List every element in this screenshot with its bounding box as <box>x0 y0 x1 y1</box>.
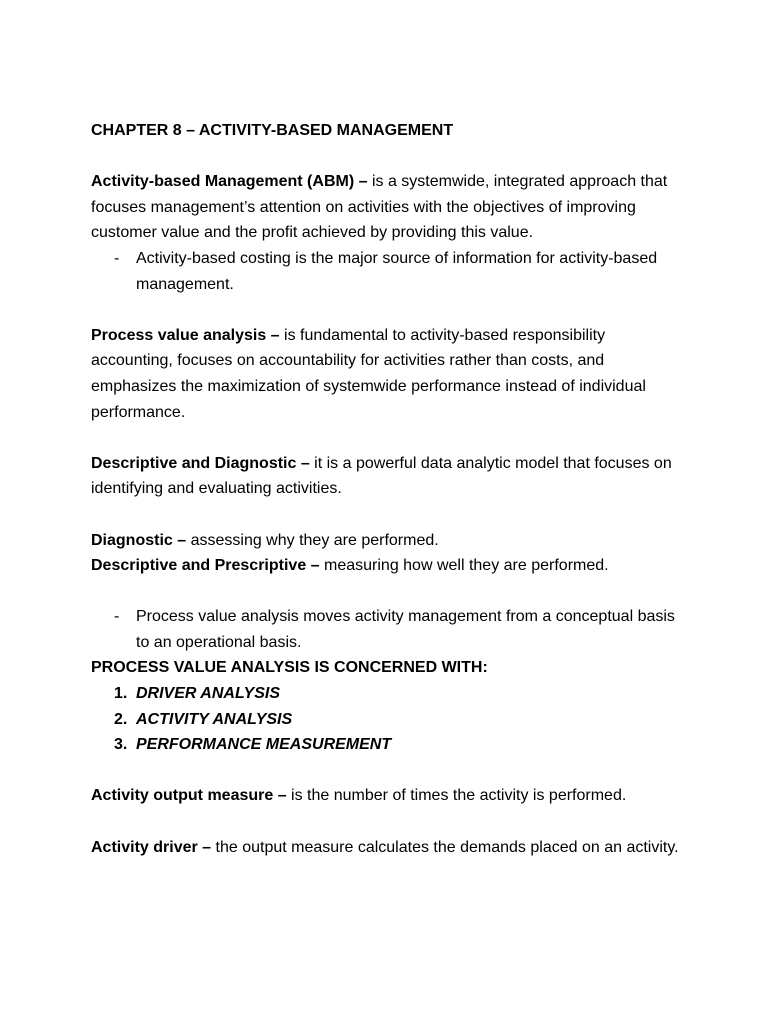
list-item-number: 3. <box>114 736 128 754</box>
spacer <box>91 144 691 170</box>
diagnostic-term: Diagnostic – <box>91 531 187 549</box>
spacer <box>91 425 691 451</box>
list-item-text: ACTIVITY ANALYSIS <box>136 710 293 728</box>
abm-bullet-text: Activity-based costing is the major source of information for activity-based management. <box>136 249 658 293</box>
list-item-number: 2. <box>114 710 128 728</box>
output-measure-definition <box>91 783 691 809</box>
chapter-title-text: CHAPTER 8 – ACTIVITY-BASED MANAGEMENT <box>91 122 454 139</box>
dash-marker: - <box>114 249 120 267</box>
pva-bullet <box>91 604 691 655</box>
spacer <box>91 579 691 605</box>
output-measure-definition-text: is the number of times the activity is performed. <box>286 787 627 805</box>
spacer <box>91 758 691 784</box>
spacer <box>91 502 691 528</box>
desc-presc-term: Descriptive and Prescriptive – <box>91 557 320 575</box>
desc-diag-definition <box>91 451 691 502</box>
concerned-heading <box>91 655 691 681</box>
pva-definition-text: is fundamental to activity-based responsibility accounting, focuses on accountability for activities rather than costs, and emphasizes the maximization of systemwide performance instead of individual performance. <box>91 326 646 421</box>
activity-driver-definition <box>91 835 691 861</box>
output-measure-term: Activity output measure – <box>91 787 287 805</box>
list-item-text: PERFORMANCE MEASUREMENT <box>136 736 392 754</box>
activity-driver-definition-text: the output measure calculates the demands placed on an activity. <box>211 838 679 856</box>
list-item <box>91 707 691 733</box>
pva-term: Process value analysis – <box>91 326 280 344</box>
desc-diag-term: Descriptive and Diagnostic – <box>91 454 310 472</box>
list-item <box>91 732 691 758</box>
abm-term: Activity-based Management (ABM) – <box>91 173 368 191</box>
abm-bullet <box>91 246 691 297</box>
concerned-heading-text: PROCESS VALUE ANALYSIS IS CONCERNED WITH: <box>91 659 488 677</box>
list-item <box>91 681 691 707</box>
activity-driver-term: Activity driver – <box>91 838 212 856</box>
desc-diag-definition-text: it is a powerful data analytic model that focuses on identifying and evaluating activities. <box>91 454 672 498</box>
spacer <box>91 297 691 323</box>
list-item-text: DRIVER ANALYSIS <box>136 685 281 703</box>
desc-presc-definition <box>91 553 691 579</box>
abm-definition <box>91 169 691 246</box>
diagnostic-definition-text: assessing why they are performed. <box>186 531 439 549</box>
desc-presc-definition-text: measuring how well they are performed. <box>319 557 609 575</box>
chapter-title <box>91 118 691 144</box>
list-item-number: 1. <box>114 685 128 703</box>
document-page <box>91 118 691 860</box>
concerned-list <box>91 681 691 758</box>
diagnostic-definition <box>91 528 691 554</box>
spacer <box>91 809 691 835</box>
dash-marker: - <box>114 608 120 626</box>
abm-definition-text: is a systemwide, integrated approach that focuses management’s attention on activities with the objectives of improving customer value and the profit achieved by providing this value. <box>91 173 668 242</box>
pva-bullet-text: Process value analysis moves activity management from a conceptual basis to an operational basis. <box>136 608 675 651</box>
pva-definition <box>91 323 691 425</box>
